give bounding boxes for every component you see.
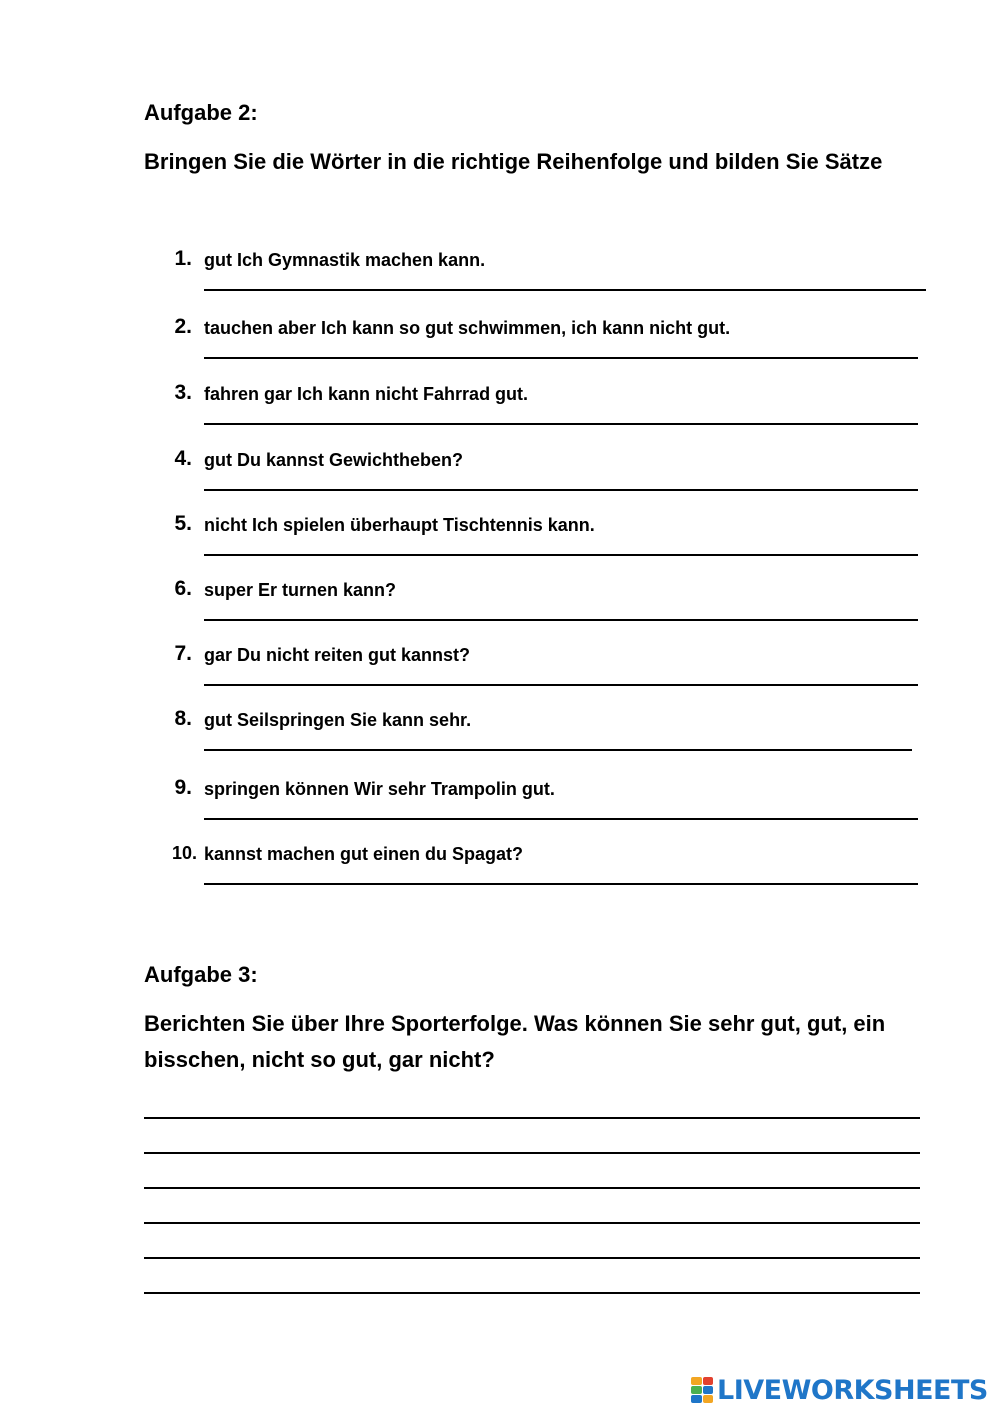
answer-input[interactable] — [204, 860, 918, 882]
writing-line — [144, 1187, 920, 1189]
writing-input[interactable] — [144, 1231, 920, 1257]
exercise-item — [0, 641, 1000, 709]
exercise-prompt: tauchen aber Ich kann so gut schwimmen, ich kann nicht gut. — [204, 318, 731, 338]
exercise-prompt: gar Du nicht reiten gut kannst? — [204, 645, 471, 665]
exercise-prompt: nicht Ich spielen überhaupt Tischtennis kann. — [204, 515, 595, 535]
writing-input[interactable] — [144, 1126, 920, 1152]
exercise-item — [0, 511, 1000, 579]
task2-heading: Aufgabe 2: — [144, 100, 258, 125]
exercise-prompt: gut Du kannst Gewichtheben? — [204, 450, 464, 470]
writing-input[interactable] — [144, 1196, 920, 1222]
exercise-prompt: super Er turnen kann? — [204, 580, 397, 600]
task2-instruction: Bringen Sie die Wörter in die richtige Reihenfolge und bilden Sie Sätze — [144, 149, 883, 174]
exercise-prompt: gut Seilspringen Sie kann sehr. — [204, 710, 472, 730]
exercise-number: 10. — [172, 843, 198, 863]
answer-line — [204, 489, 918, 491]
answer-input[interactable] — [204, 531, 918, 553]
answer-line — [204, 883, 918, 885]
writing-line — [144, 1257, 920, 1259]
answer-input[interactable] — [204, 466, 918, 488]
writing-line — [144, 1292, 920, 1294]
task3-instruction-line2: bisschen, nicht so gut, gar nicht? — [144, 1047, 495, 1072]
answer-input[interactable] — [204, 334, 918, 356]
exercise-number: 4. — [174, 447, 192, 470]
exercise-number: 5. — [174, 512, 192, 535]
writing-input[interactable] — [144, 1266, 920, 1292]
writing-input[interactable] — [144, 1091, 920, 1117]
writing-line — [144, 1117, 920, 1119]
task3-instruction-line1: Berichten Sie über Ihre Sporterfolge. Was können Sie sehr gut, gut, ein — [144, 1011, 886, 1036]
answer-input[interactable] — [204, 661, 918, 683]
exercise-item — [0, 840, 1000, 908]
exercise-item — [0, 775, 1000, 843]
task3-instruction — [144, 1006, 944, 1078]
exercise-item — [0, 314, 1000, 382]
exercise-prompt: kannst machen gut einen du Spagat? — [204, 844, 524, 864]
exercise-number: 6. — [174, 577, 192, 600]
logo-text: LIVEWORKSHEETS — [717, 1374, 988, 1406]
answer-line — [204, 684, 918, 686]
exercise-item — [0, 576, 1000, 644]
answer-line — [204, 749, 912, 751]
exercise-item — [0, 380, 1000, 448]
liveworksheets-logo — [691, 1372, 988, 1408]
answer-input[interactable] — [204, 795, 918, 817]
exercise-number: 8. — [174, 707, 192, 730]
answer-line — [204, 818, 918, 820]
exercise-item — [0, 446, 1000, 514]
exercise-number: 2. — [174, 315, 192, 338]
answer-line — [204, 619, 918, 621]
answer-line — [204, 423, 918, 425]
answer-line — [204, 554, 918, 556]
exercise-number: 9. — [174, 776, 192, 799]
answer-line — [204, 357, 918, 359]
answer-input[interactable] — [204, 400, 918, 422]
task3-heading: Aufgabe 3: — [144, 962, 258, 987]
writing-line — [144, 1222, 920, 1224]
exercise-item — [0, 706, 1000, 774]
writing-input[interactable] — [144, 1161, 920, 1187]
exercise-prompt: fahren gar Ich kann nicht Fahrrad gut. — [204, 384, 529, 404]
exercise-item — [0, 246, 1000, 314]
exercise-prompt: gut Ich Gymnastik machen kann. — [204, 250, 486, 270]
exercise-prompt: springen können Wir sehr Trampolin gut. — [204, 779, 555, 799]
answer-input[interactable] — [204, 266, 926, 288]
exercise-number: 3. — [174, 381, 192, 404]
answer-line — [204, 289, 926, 291]
writing-line — [144, 1152, 920, 1154]
answer-input[interactable] — [204, 596, 918, 618]
exercise-number: 1. — [174, 247, 192, 270]
liveworksheets-logo-icon — [691, 1377, 713, 1403]
answer-input[interactable] — [204, 726, 912, 748]
exercise-number: 7. — [174, 642, 192, 665]
